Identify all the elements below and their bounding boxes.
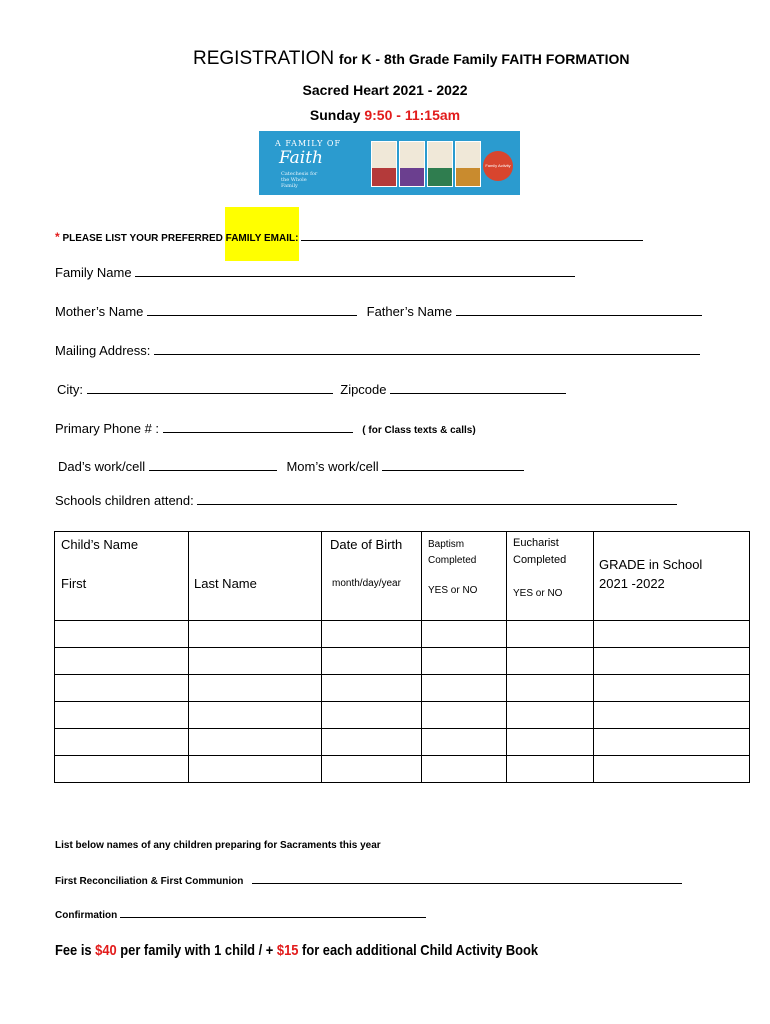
schools-row bbox=[55, 493, 677, 508]
first-reconciliation-label: First Reconciliation & First Communion bbox=[55, 876, 244, 887]
work-row bbox=[58, 459, 524, 474]
cell-dob[interactable] bbox=[322, 675, 422, 702]
table-row bbox=[55, 621, 750, 648]
required-asterisk: * bbox=[55, 230, 60, 244]
title-registration: REGISTRATION bbox=[193, 48, 335, 69]
address-row bbox=[55, 343, 700, 358]
banner-seal: Family Activity bbox=[483, 151, 513, 181]
cell-first[interactable] bbox=[55, 729, 189, 756]
cell-grade[interactable] bbox=[594, 621, 750, 648]
cell-last[interactable] bbox=[189, 756, 322, 783]
cell-baptism[interactable] bbox=[422, 675, 507, 702]
banner-title: A FAMILY OF bbox=[275, 139, 342, 148]
session-day: Sunday bbox=[309, 107, 361, 123]
header-first-name bbox=[55, 532, 189, 621]
table-row bbox=[55, 702, 750, 729]
confirmation-row bbox=[55, 908, 426, 921]
cell-eucharist[interactable] bbox=[507, 729, 594, 756]
first-reconciliation-field[interactable] bbox=[252, 874, 682, 884]
cell-dob[interactable] bbox=[322, 702, 422, 729]
grade-heading: GRADE in School bbox=[599, 557, 703, 572]
book-cover bbox=[371, 141, 397, 187]
session-hours: 9:50 - 11:15am bbox=[364, 107, 461, 123]
mothers-name-label: Mother’s Name bbox=[55, 304, 144, 319]
table-row bbox=[55, 729, 750, 756]
city-label: City: bbox=[57, 382, 83, 397]
mailing-address-label: Mailing Address: bbox=[55, 343, 151, 358]
fee-line bbox=[55, 942, 538, 959]
cell-last[interactable] bbox=[189, 675, 322, 702]
city-zip-row bbox=[57, 382, 566, 397]
primary-phone-label: Primary Phone # : bbox=[55, 421, 160, 436]
table-row bbox=[55, 648, 750, 675]
first-heading: First bbox=[61, 576, 87, 591]
cell-dob[interactable] bbox=[322, 621, 422, 648]
cell-eucharist[interactable] bbox=[507, 702, 594, 729]
family-of-faith-banner bbox=[259, 131, 520, 195]
cell-grade[interactable] bbox=[594, 729, 750, 756]
mailing-address-field[interactable] bbox=[154, 343, 700, 355]
table-row bbox=[55, 756, 750, 783]
email-label-b: FAMILY EMAIL: bbox=[225, 233, 299, 244]
zipcode-field[interactable] bbox=[390, 382, 566, 394]
header-grade bbox=[594, 532, 750, 621]
cell-first[interactable] bbox=[55, 675, 189, 702]
cell-first[interactable] bbox=[55, 756, 189, 783]
confirmation-label: Confirmation bbox=[55, 910, 118, 921]
table-row bbox=[55, 675, 750, 702]
email-row bbox=[55, 229, 643, 244]
baptism-completed: Completed bbox=[428, 555, 477, 566]
schools-label: Schools children attend: bbox=[55, 493, 194, 508]
cell-baptism[interactable] bbox=[422, 702, 507, 729]
city-field[interactable] bbox=[87, 382, 333, 394]
baptism-heading: Baptism bbox=[428, 539, 465, 550]
fathers-name-field[interactable] bbox=[456, 304, 702, 316]
cell-grade[interactable] bbox=[594, 702, 750, 729]
email-field[interactable] bbox=[301, 229, 643, 241]
title-program: for K - 8th Grade Family FAITH FORMATION bbox=[338, 51, 630, 67]
header-eucharist bbox=[507, 532, 594, 621]
sacraments-intro: List below names of any children preparing for Sacraments this year bbox=[55, 840, 381, 851]
fee-text-b: per family with 1 child / + bbox=[116, 942, 277, 959]
phone-row bbox=[55, 421, 476, 436]
cell-eucharist[interactable] bbox=[507, 621, 594, 648]
grade-year: 2021 -2022 bbox=[599, 576, 665, 591]
cell-dob[interactable] bbox=[322, 648, 422, 675]
table-header-row bbox=[55, 532, 750, 621]
first-reconciliation-row bbox=[55, 874, 682, 887]
header-dob bbox=[322, 532, 422, 621]
cell-first[interactable] bbox=[55, 702, 189, 729]
cell-last[interactable] bbox=[189, 621, 322, 648]
cell-dob[interactable] bbox=[322, 756, 422, 783]
form-title bbox=[193, 48, 630, 70]
cell-baptism[interactable] bbox=[422, 729, 507, 756]
family-name-field[interactable] bbox=[135, 265, 575, 277]
family-name-row bbox=[55, 265, 575, 280]
moms-work-label: Mom’s work/cell bbox=[286, 459, 379, 474]
cell-first[interactable] bbox=[55, 648, 189, 675]
session-time bbox=[0, 107, 770, 123]
mothers-name-field[interactable] bbox=[147, 304, 357, 316]
eucharist-completed: Completed bbox=[513, 554, 567, 566]
cell-first[interactable] bbox=[55, 621, 189, 648]
cell-eucharist[interactable] bbox=[507, 756, 594, 783]
last-name-heading: Last Name bbox=[194, 576, 257, 591]
fee-text-c: for each additional Child Activity Book bbox=[298, 942, 539, 959]
email-label-a: PLEASE LIST YOUR PREFERRED bbox=[62, 233, 226, 244]
fathers-name-label: Father’s Name bbox=[366, 304, 453, 319]
phone-note: ( for Class texts & calls) bbox=[362, 425, 476, 436]
dob-format: month/day/year bbox=[332, 578, 401, 589]
cell-eucharist[interactable] bbox=[507, 675, 594, 702]
cell-baptism[interactable] bbox=[422, 621, 507, 648]
banner-subtitle: Catechesis for the Whole Family bbox=[281, 171, 318, 189]
primary-phone-field[interactable] bbox=[163, 421, 353, 433]
schools-field[interactable] bbox=[197, 493, 677, 505]
cell-grade[interactable] bbox=[594, 675, 750, 702]
parish-year: Sacred Heart 2021 - 2022 bbox=[302, 82, 468, 98]
cell-baptism[interactable] bbox=[422, 756, 507, 783]
cell-last[interactable] bbox=[189, 648, 322, 675]
header-baptism bbox=[422, 532, 507, 621]
cell-grade[interactable] bbox=[594, 648, 750, 675]
cell-grade[interactable] bbox=[594, 756, 750, 783]
fee-amount-base: $40 bbox=[95, 942, 117, 959]
book-cover bbox=[399, 141, 425, 187]
dads-work-field[interactable] bbox=[149, 459, 277, 471]
eucharist-yes-no: YES or NO bbox=[513, 588, 563, 599]
moms-work-field[interactable] bbox=[382, 459, 524, 471]
cell-eucharist[interactable] bbox=[507, 648, 594, 675]
fee-amount-additional: $15 bbox=[276, 942, 299, 959]
family-name-label: Family Name bbox=[55, 265, 132, 280]
confirmation-field[interactable] bbox=[120, 908, 426, 918]
cell-dob[interactable] bbox=[322, 729, 422, 756]
cell-last[interactable] bbox=[189, 702, 322, 729]
cell-last[interactable] bbox=[189, 729, 322, 756]
childs-name-heading: Child’s Name bbox=[61, 537, 139, 552]
fee-text-a: Fee is bbox=[55, 942, 96, 959]
eucharist-heading: Eucharist bbox=[513, 537, 559, 549]
book-cover bbox=[455, 141, 481, 187]
dob-heading: Date of Birth bbox=[330, 537, 403, 552]
banner-script: Faith bbox=[279, 148, 323, 168]
cell-baptism[interactable] bbox=[422, 648, 507, 675]
dads-work-label: Dad’s work/cell bbox=[58, 459, 146, 474]
baptism-yes-no: YES or NO bbox=[428, 585, 478, 596]
zipcode-label: Zipcode bbox=[340, 382, 387, 397]
children-table bbox=[54, 531, 750, 783]
header-last-name bbox=[189, 532, 322, 621]
parents-row bbox=[55, 304, 702, 319]
book-cover bbox=[427, 141, 453, 187]
